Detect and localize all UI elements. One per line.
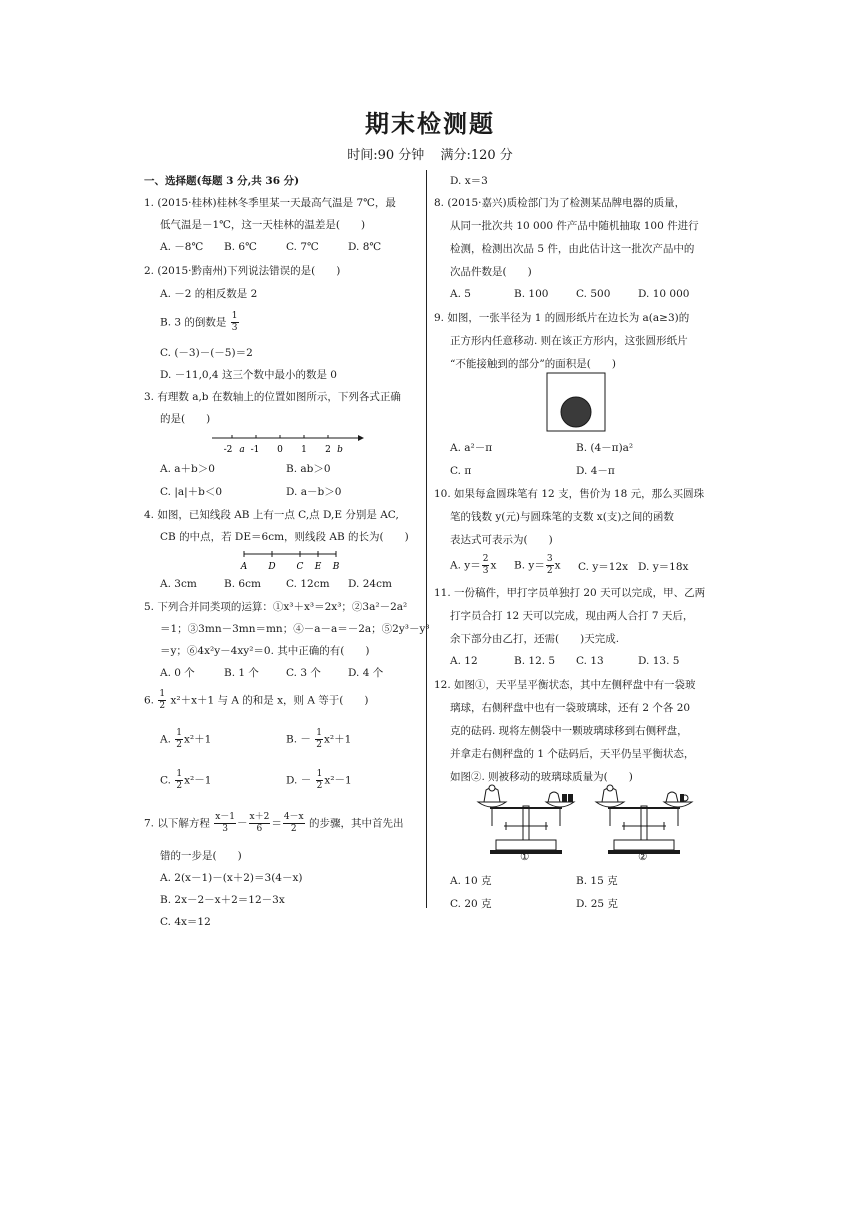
q2-fraction <box>231 312 239 333</box>
q5-line2: ＝1；③3mn－3mn＝mn；④－a－a＝－2a；⑤2y³－y³ <box>160 623 430 635</box>
q3-option-a: A. a＋b＞0 <box>160 463 215 475</box>
frac-den: 2 <box>546 566 553 576</box>
q3-line2: 的是( ) <box>160 413 211 425</box>
q3-line1: 3. 有理数 a,b 在数轴上的位置如图所示，下列各式正确 <box>144 391 401 403</box>
q2-frac-den: 3 <box>231 323 238 333</box>
point-label: A <box>240 562 248 572</box>
option-letter: D. － <box>286 774 312 787</box>
option-text: A. y＝ <box>450 559 481 572</box>
q11-line1: 11. 一份稿件，甲打字员单独打 20 天可以完成，甲、乙两 <box>434 587 706 599</box>
q4-option-b: B. 6cm <box>224 578 261 590</box>
point-label: B <box>332 562 340 572</box>
frac-den: 3 <box>222 824 228 834</box>
q12-line1: 12. 如图①，天平呈平衡状态，其中左侧秤盘中有一袋玻 <box>434 679 696 691</box>
frac-num: 1 <box>316 769 323 779</box>
q1-line2: 低气温是－1℃，这一天桂林的温差是( ) <box>160 219 366 231</box>
option-tail: x <box>554 559 561 572</box>
q6-stem-text: x²＋x＋1 与 A 的和是 x，则 A 等于( ) <box>170 694 369 707</box>
q7-option-a: A. 2(x－1)－(x＋2)＝3(4－x) <box>160 872 303 884</box>
q5-option-a: A. 0 个 <box>160 667 195 679</box>
point-label: D <box>268 562 276 572</box>
q7-option-c: C. 4x＝12 <box>160 916 211 928</box>
point-label: E <box>314 562 322 572</box>
frac-num: 3 <box>546 554 553 564</box>
q3-option-d: D. a－b＞0 <box>286 486 342 498</box>
option-letter: C. <box>160 774 171 787</box>
q7-option-d: D. x＝3 <box>450 175 488 187</box>
frac-den: 6 <box>256 824 263 834</box>
square-circle-figure <box>546 372 608 434</box>
q8-option-d: D. 10 000 <box>638 288 690 300</box>
q2-option-b-text: B. 3 的倒数是 <box>160 316 227 329</box>
q1-option-b: B. 6℃ <box>224 241 257 253</box>
fraction <box>482 555 490 576</box>
q12-line3: 克的砝码. 现将左侧袋中一颗玻璃球移到右侧秤盘， <box>450 725 688 737</box>
q4-line1: 4. 如图，已知线段 AB 上有一点 C,点 D,E 分别是 AC, <box>144 509 399 521</box>
q12-option-a: A. 10 克 <box>450 875 492 887</box>
q10-option-a <box>450 555 496 576</box>
q7-option-b: B. 2x－2－x＋2＝12－3x <box>160 894 285 906</box>
frac-den: 2 <box>316 740 322 750</box>
axis-label-b: b <box>337 445 343 455</box>
q1-line1: 1. (2015·桂林)桂林冬季里某一天最高气温是 7℃，最 <box>144 197 396 209</box>
frac-num: x－1 <box>215 812 236 822</box>
frac-num: 1 <box>176 769 183 779</box>
q7-pre: 7. 以下解方程 <box>144 817 210 830</box>
q9-line3: “不能接触到的部分”的面积是( ) <box>450 358 616 370</box>
fraction <box>316 770 324 791</box>
q12-line4: 并拿走右侧秤盘的 1 个砝码后，天平仍呈平衡状态， <box>450 748 695 760</box>
q11-option-a: A. 12 <box>450 655 478 667</box>
q2-option-a: A. －2 的相反数是 2 <box>160 288 258 300</box>
frac-den: 2 <box>159 701 166 711</box>
q10-option-c: C. y＝12x <box>578 561 629 573</box>
q12-line2: 璃球，右侧秤盘中也有一袋玻璃球，还有 2 个各 20 <box>450 702 691 714</box>
q11-line2: 打字员合打 12 天可以完成，现由两人合打 7 天后， <box>450 610 694 622</box>
q8-line3: 检测，检测出次品 5 件，由此估计这一批次产品中的 <box>450 243 695 255</box>
frac-den: 2 <box>176 740 182 750</box>
axis-label-a: a <box>239 445 245 455</box>
fig-label-1: ① <box>520 851 530 863</box>
q12-option-d: D. 25 克 <box>576 898 618 910</box>
option-text: B. y＝ <box>514 559 545 572</box>
exam-info <box>0 144 860 163</box>
q7-post: 的步骤，其中首先出 <box>308 817 404 830</box>
option-tail: x²－1 <box>324 774 352 787</box>
frac-num: x＋2 <box>249 812 270 822</box>
page-title: 期末检测题 <box>365 110 495 138</box>
frac-den: 2 <box>176 781 183 791</box>
q10-line1: 10. 如果每盒圆珠笔有 12 支，售价为 18 元，那么买圆珠 <box>434 488 705 500</box>
q8-line2: 从同一批次共 10 000 件产品中随机抽取 100 件进行 <box>450 220 699 232</box>
q4-option-c: C. 12cm <box>286 578 330 590</box>
q3-option-c: C. |a|＋b＜0 <box>160 486 223 498</box>
q9-option-d: D. 4－π <box>576 465 615 477</box>
axis-label: -1 <box>250 445 260 455</box>
q1-option-a: A. －8℃ <box>160 241 204 253</box>
q5-line1: 5. 下列合并同类项的运算：①x³＋x³＝2x³；②3a²－2a² <box>144 601 408 613</box>
q1-option-d: D. 8℃ <box>348 241 382 253</box>
q5-line3: ＝y；⑥4x²y－4xy²＝0. 其中正确的有( ) <box>160 645 370 657</box>
q2-option-b <box>160 312 240 333</box>
full-score: 满分:120 分 <box>440 148 513 163</box>
axis-label: 0 <box>277 445 283 455</box>
q7-stem: 7. 以下解方程 $\frac{x-1}{3}$ － $\frac{x+2}{6}$ ＝ $\frac{4-x}{2}$ 的步骤，其中首先出 <box>144 812 404 834</box>
q6-stem <box>144 690 369 711</box>
q12-option-b: B. 15 克 <box>576 875 618 887</box>
q2-frac-num: 1 <box>231 311 238 321</box>
frac-num: 1 <box>176 728 182 738</box>
number-line-figure <box>208 430 368 456</box>
time-limit: 时间:90 分钟 <box>347 148 425 163</box>
q4-option-a: A. 3cm <box>160 578 197 590</box>
axis-label: 2 <box>325 445 331 455</box>
segment-figure <box>238 546 348 572</box>
q9-line2: 正方形内任意移动. 则在该正方形内，这张圆形纸片 <box>450 335 688 347</box>
axis-label: 1 <box>301 445 307 455</box>
q6-option-d <box>286 770 352 791</box>
q11-option-c: C. 13 <box>576 655 604 667</box>
frac-num: 2 <box>482 554 489 564</box>
fig-label-2: ② <box>638 851 648 863</box>
q3-option-b: B. ab＞0 <box>286 463 331 475</box>
q5-option-d: D. 4 个 <box>348 667 384 679</box>
q10-line2: 笔的钱数 y(元)与圆珠笔的支数 x(支)之间的函数 <box>450 511 674 523</box>
q9-option-c: C. π <box>450 465 472 477</box>
q1-option-c: C. 7℃ <box>286 241 319 253</box>
q8-line4: 次品件数是( ) <box>450 266 532 278</box>
option-tail: x²＋1 <box>184 733 212 746</box>
q2-option-d: D. －11,0,4 这三个数中最小的数是 0 <box>160 369 337 381</box>
q8-line1: 8. (2015·嘉兴)质检部门为了检测某品牌电器的质量， <box>434 197 686 209</box>
fraction <box>249 813 271 834</box>
q8-option-b: B. 100 <box>514 288 549 300</box>
fraction <box>283 813 305 834</box>
frac-num: 1 <box>316 728 322 738</box>
fraction <box>175 770 183 791</box>
point-label: C <box>296 562 304 572</box>
q11-option-d: D. 13. 5 <box>638 655 680 667</box>
q6-option-b <box>286 729 351 750</box>
q12-line5: 如图②. 则被移动的玻璃球质量为( ) <box>450 771 633 783</box>
q2-line1: 2. (2015·黔南州)下列说法错误的是( ) <box>144 265 341 277</box>
option-tail: x²－1 <box>184 774 212 787</box>
frac-den: 3 <box>482 566 489 576</box>
q11-option-b: B. 12. 5 <box>514 655 556 667</box>
q4-line2: CB 的中点，若 DE＝6cm，则线段 AB 的长为( ) <box>160 531 409 543</box>
q7-line2: 错的一步是( ) <box>160 850 242 862</box>
q6-option-a <box>160 729 211 750</box>
q5-option-c: C. 3 个 <box>286 667 321 679</box>
q10-option-b <box>514 555 560 576</box>
q9-option-a: A. a²－π <box>450 442 493 454</box>
q10-option-d: D. y＝18x <box>638 561 689 573</box>
option-tail: x <box>490 559 497 572</box>
q5-option-b: B. 1 个 <box>224 667 259 679</box>
q9-line1: 9. 如图，一张半径为 1 的圆形纸片在边长为 a(a≥3)的 <box>434 312 690 324</box>
q4-option-d: D. 24cm <box>348 578 392 590</box>
frac-num: 4－x <box>283 812 304 822</box>
q11-line3: 余下部分由乙打，还需( )天完成. <box>450 633 620 645</box>
frac-num: 1 <box>159 689 166 699</box>
q8-option-c: C. 500 <box>576 288 611 300</box>
section-heading: 一、选择题(每题 3 分,共 36 分) <box>144 175 300 187</box>
q9-option-b: B. (4－π)a² <box>576 442 634 454</box>
option-letter: B. － <box>286 733 311 746</box>
frac-den: 2 <box>290 824 297 834</box>
q8-option-a: A. 5 <box>450 288 471 300</box>
fraction <box>315 729 323 750</box>
q2-option-c: C. (－3)－(－5)＝2 <box>160 347 253 359</box>
option-letter: A. <box>160 733 171 746</box>
fraction <box>214 813 236 834</box>
option-tail: x²＋1 <box>323 733 352 746</box>
fraction <box>546 555 554 576</box>
fraction <box>175 729 183 750</box>
q6-fraction <box>158 690 166 711</box>
column-divider <box>426 170 427 908</box>
q12-option-c: C. 20 克 <box>450 898 492 910</box>
q6-number: 6. <box>144 694 155 707</box>
q6-option-c <box>160 770 211 791</box>
axis-label: -2 <box>223 445 233 455</box>
q10-line3: 表达式可表示为( ) <box>450 534 553 546</box>
frac-den: 2 <box>316 781 323 791</box>
